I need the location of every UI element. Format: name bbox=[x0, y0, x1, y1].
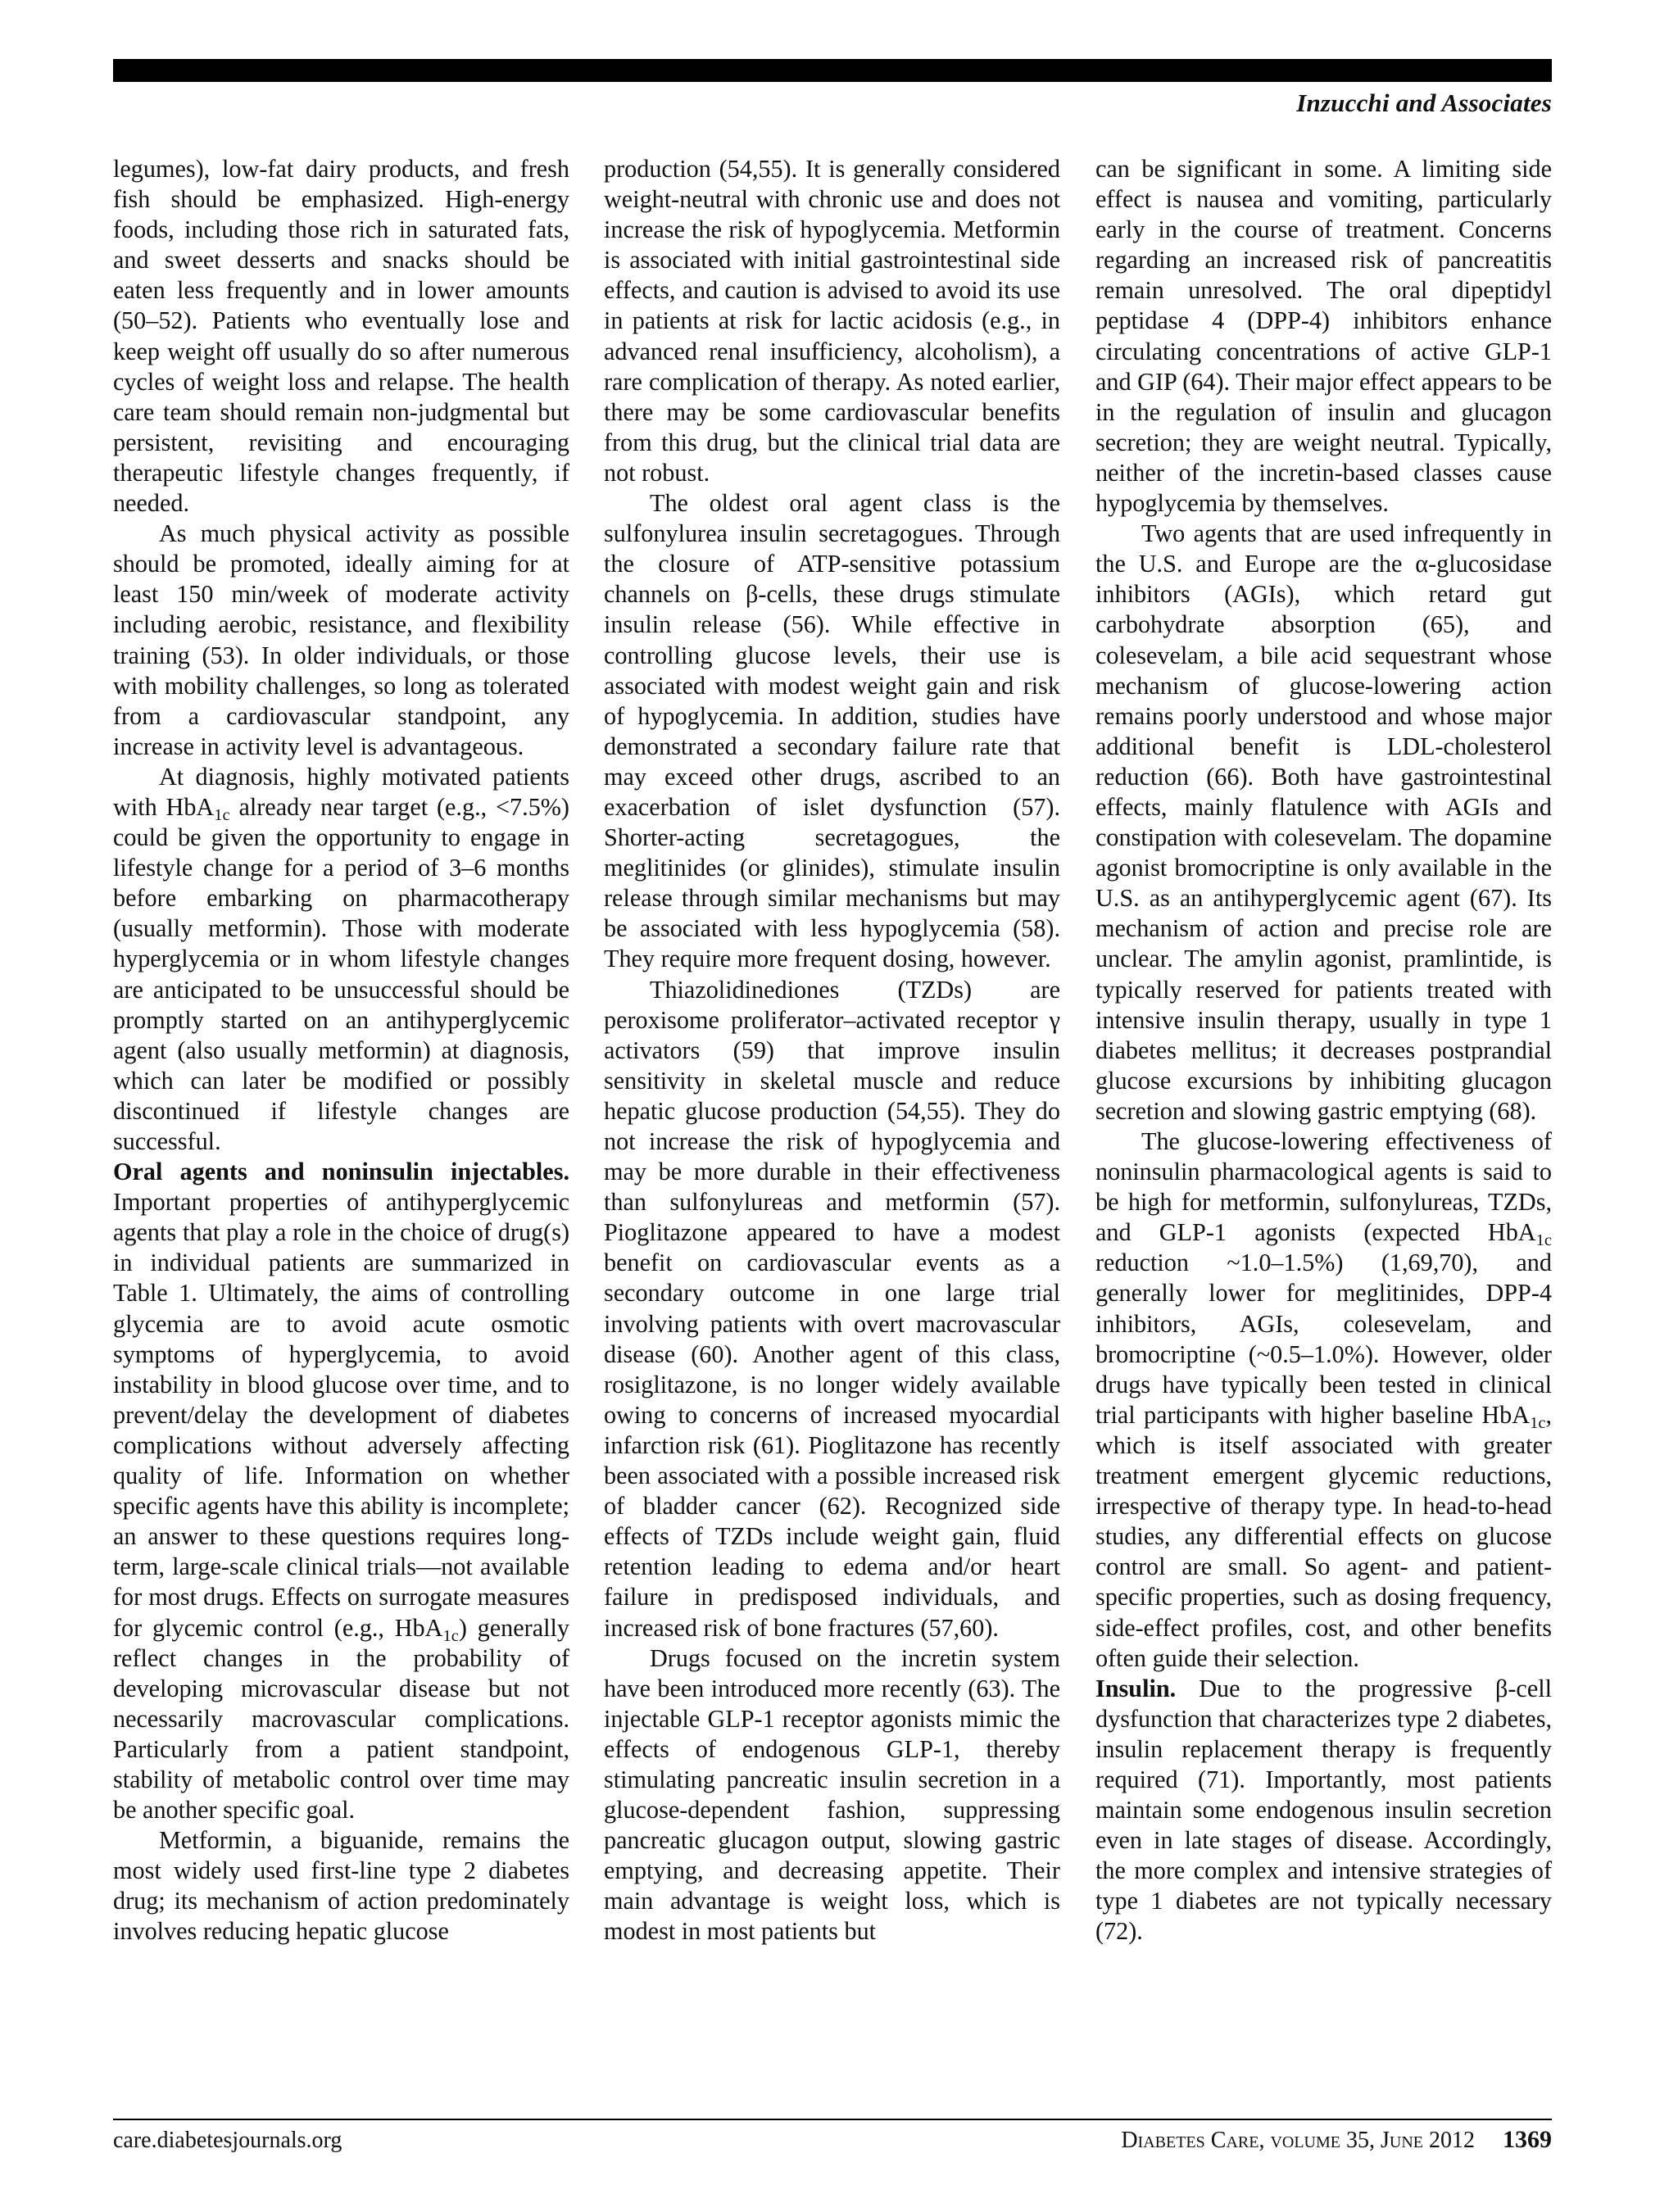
paragraph: Insulin. Due to the progressive β-cell dysfunction that characterizes type 2 diabetes, insulin replacement therapy is frequently required (71). Importantly, most patients maintain some endogenous insulin secretion even in late stages of disease. Accordingly, the more complex and intensive strategies of type 1 diabetes are not typically necessary (72). bbox=[1095, 1674, 1552, 1946]
paragraph: production (54,55). It is generally considered weight-neutral with chronic use and does not increase the risk of hypoglycemia. Metformin is associated with initial gastrointestinal side effects, and caution is advised to avoid its use in patients at risk for lactic acidosis (e.g., in advanced renal insufficiency, alcoholism), a rare complication of therapy. As noted earlier, there may be some cardiovascular benefits from this drug, but the clinical trial data are not robust. bbox=[604, 155, 1060, 487]
paragraph: Two agents that are used infrequently in the U.S. and Europe are the α-glucosidase inhibitors (AGIs), which retard gut carbohydrate absorption (65), and colesevelam, a bile acid sequestrant whose mechanism of glucose-lowering action remains poorly understood and whose major additional benefit is LDL-cholesterol reduction (66). Both have gastrointestinal effects, mainly flatulence with AGIs and constipation with colesevelam. The dopamine agonist bromocriptine is only available in the U.S. as an antihyperglycemic agent (67). Its mechanism of action and precise role are unclear. The amylin agonist, pramlintide, is typically reserved for patients treated with intensive insulin therapy, usually in type 1 diabetes mellitus; it decreases postprandial glucose excursions by inhibiting glucagon secretion and slowing gastric emptying (68). bbox=[1095, 519, 1552, 1125]
text-column-1 bbox=[113, 154, 569, 1947]
journal-url: care.diabetesjournals.org bbox=[113, 2128, 342, 2153]
paragraph: Metformin, a biguanide, remains the most widely used first-line type 2 diabetes drug; its mechanism of action predominately involves reducing hepatic glucose bbox=[113, 1826, 569, 1946]
running-head: Inzucchi and Associates bbox=[1296, 88, 1552, 117]
text-column-3 bbox=[1095, 154, 1552, 1947]
paragraph: Thiazolidinediones (TZDs) are peroxisome proliferator–activated receptor γ activators (59) that improve insulin sensitivity in skeletal muscle and reduce hepatic glucose production (54,55). They do not increase the risk of hypoglycemia and may be more durable in their effectiveness than sulfonylureas and metformin (57). Pioglitazone appeared to have a modest benefit on cardiovascular events as a secondary outcome in one large trial involving patients with overt macrovascular disease (60). Another agent of this class, rosiglitazone, is no longer widely available owing to concerns of increased myocardial infarction risk (61). Pioglitazone has recently been associated with a possible increased risk of bladder cancer (62). Recognized side effects of TZDs include weight gain, fluid retention leading to edema and/or heart failure in predisposed individuals, and increased risk of bone fractures (57,60). bbox=[604, 975, 1060, 1642]
section-heading: Insulin. bbox=[1095, 1674, 1177, 1702]
paragraph: The glucose-lowering effectiveness of noninsulin pharmacological agents is said to be high for metformin, sulfonylureas, TZDs, and GLP-1 agonists (expected HbA$_{1c}$ reduction ~1.0–1.5%) (1,69,70), and generally lower for meglitinides, DPP-4 inhibitors, AGIs, colesevelam, and bromocriptine (~0.5–1.0%). However, older drugs have typically been tested in clinical trial participants with higher baseline HbA$_{1c}$, which is itself associated with greater treatment emergent glycemic reductions, irrespective of therapy type. In head-to-head studies, any differential effects on glucose control are small. So agent- and patient-specific properties, such as dosing frequency, side-effect profiles, cost, and other benefits often guide their selection. bbox=[1095, 1127, 1552, 1672]
text-column-2 bbox=[604, 154, 1060, 1947]
journal-citation: Diabetes Care, volume 35, June 2012 bbox=[1121, 2128, 1475, 2153]
page-number: 1369 bbox=[1503, 2126, 1552, 2153]
paragraph: At diagnosis, highly motivated patients with HbA$_{1c}$ already near target (e.g., <7.5%) could be given the opportunity to engage in lifestyle change for a period of 3–6 months before embarking on pharmacotherapy (usually metformin). Those with moderate hyperglycemia or in whom lifestyle changes are anticipated to be unsuccessful should be promptly started on an antihyperglycemic agent (also usually metformin) at diagnosis, which can later be modified or possibly discontinued if lifestyle changes are successful. bbox=[113, 762, 569, 1155]
paragraph: As much physical activity as possible should be promoted, ideally aiming for at least 150 min/week of moderate activity including aerobic, resistance, and flexibility training (53). In older individuals, or those with mobility challenges, so long as tolerated from a cardiovascular standpoint, any increase in activity level is advantageous. bbox=[113, 519, 569, 760]
header-rule bbox=[113, 59, 1552, 82]
paragraph: Drugs focused on the incretin system have been introduced more recently (63). The injectable GLP-1 receptor agonists mimic the effects of endogenous GLP-1, thereby stimulating pancreatic insulin secretion in a glucose-dependent fashion, suppressing pancreatic glucagon output, slowing gastric emptying, and decreasing appetite. Their main advantage is weight loss, which is modest in most patients but bbox=[604, 1643, 1060, 1946]
paragraph: legumes), low-fat dairy products, and fresh fish should be emphasized. High-energy foods, including those rich in saturated fats, and sweet desserts and snacks should be eaten less frequently and in lower amounts (50–52). Patients who eventually lose and keep weight off usually do so after numerous cycles of weight loss and relapse. The health care team should remain non-judgmental but persistent, revisiting and encouraging therapeutic lifestyle changes frequently, if needed. bbox=[113, 155, 569, 518]
paragraph: Oral agents and noninsulin injectables. Important properties of antihyperglycemic agents that play a role in the choice of drug(s) in individual patients are summarized in Table 1. Ultimately, the aims of controlling glycemia are to avoid acute osmotic symptoms of hyperglycemia, to avoid instability in blood glucose over time, and to prevent/delay the development of diabetes complications without adversely affecting quality of life. Information on whether specific agents have this ability is incomplete; an answer to these questions requires long-term, large-scale clinical trials—not available for most drugs. Effects on surrogate measures for glycemic control (e.g., HbA$_{1c}$) generally reflect changes in the probability of developing microvascular disease but not necessarily macrovascular complications. Particularly from a patient standpoint, stability of metabolic control over time may be another specific goal. bbox=[113, 1158, 569, 1824]
paragraph: The oldest oral agent class is the sulfonylurea insulin secretagogues. Through the closure of ATP-sensitive potassium channels on β-cells, these drugs stimulate insulin release (56). While effective in controlling glucose levels, their use is associated with modest weight gain and risk of hypoglycemia. In addition, studies have demonstrated a secondary failure rate that may exceed other drugs, ascribed to an exacerbation of islet dysfunction (57). Shorter-acting secretagogues, the meglitinides (or glinides), stimulate insulin release through similar mechanisms but may be associated with less hypoglycemia (58). They require more frequent dosing, however. bbox=[604, 489, 1060, 973]
paragraph: can be significant in some. A limiting side effect is nausea and vomiting, particularly early in the course of treatment. Concerns regarding an increased risk of pancreatitis remain unresolved. The oral dipeptidyl peptidase 4 (DPP-4) inhibitors enhance circulating concentrations of active GLP-1 and GIP (64). Their major effect appears to be in the regulation of insulin and glucagon secretion; they are weight neutral. Typically, neither of the incretin-based classes cause hypoglycemia by themselves. bbox=[1095, 155, 1552, 518]
section-heading: Oral agents and noninsulin injectables. bbox=[113, 1158, 569, 1186]
footer-rule bbox=[113, 2119, 1552, 2120]
